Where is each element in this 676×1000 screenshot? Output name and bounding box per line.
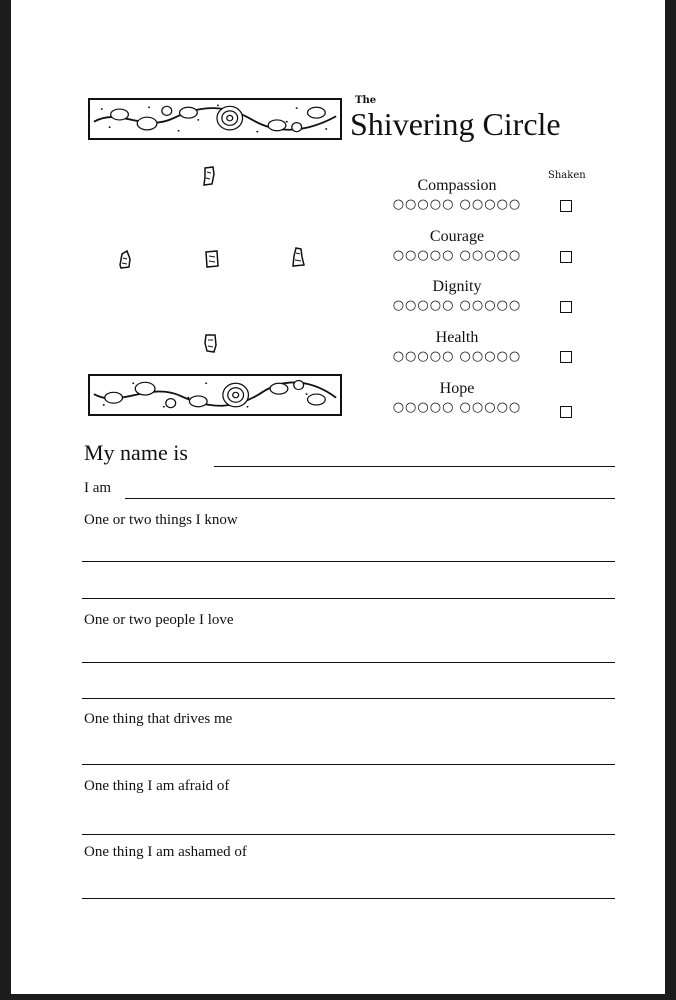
stat-name: Hope bbox=[439, 380, 475, 397]
stat-pips[interactable]: ○○○○○ ○○○○○ bbox=[392, 248, 522, 263]
page-title: Shivering Circle bbox=[350, 106, 561, 142]
shaken-checkbox-compassion[interactable] bbox=[560, 200, 572, 212]
afraid-line[interactable] bbox=[82, 834, 615, 835]
stat-pips[interactable]: ○○○○○ ○○○○○ bbox=[392, 298, 522, 313]
name-line[interactable] bbox=[214, 466, 615, 467]
people-love-line-1[interactable] bbox=[82, 662, 615, 663]
name-label: My name is bbox=[84, 440, 188, 465]
stone-marker-top-icon bbox=[202, 166, 216, 186]
stat-name: Courage bbox=[429, 228, 485, 245]
things-know-label: One or two things I know bbox=[84, 512, 238, 528]
drives-line[interactable] bbox=[82, 764, 615, 765]
people-love-label: One or two people I love bbox=[84, 612, 234, 628]
shaken-column-label: Shaken bbox=[548, 170, 586, 181]
afraid-label: One thing I am afraid of bbox=[84, 778, 230, 794]
ashamed-label: One thing I am ashamed of bbox=[84, 844, 247, 860]
stat-health bbox=[372, 329, 542, 365]
stat-name: Health bbox=[435, 329, 479, 346]
stone-marker-bottom-icon bbox=[204, 333, 218, 353]
stat-name: Compassion bbox=[417, 177, 497, 194]
shaken-checkbox-hope[interactable] bbox=[560, 406, 572, 418]
stone-marker-right-icon bbox=[291, 247, 305, 267]
title-prefix: The bbox=[355, 95, 377, 106]
things-know-line-1[interactable] bbox=[82, 561, 615, 562]
stat-pips[interactable]: ○○○○○ ○○○○○ bbox=[392, 197, 522, 212]
stone-marker-center-icon bbox=[205, 249, 219, 269]
shaken-checkbox-health[interactable] bbox=[560, 351, 572, 363]
ashamed-line[interactable] bbox=[82, 898, 615, 899]
stat-pips[interactable]: ○○○○○ ○○○○○ bbox=[392, 349, 522, 364]
stat-pips[interactable]: ○○○○○ ○○○○○ bbox=[392, 400, 522, 415]
stone-marker-left-icon bbox=[118, 249, 132, 269]
shaken-checkbox-dignity[interactable] bbox=[560, 301, 572, 313]
stat-hope bbox=[372, 380, 542, 416]
i-am-label: I am bbox=[84, 480, 112, 496]
people-love-line-2[interactable] bbox=[82, 698, 615, 699]
things-know-line-2[interactable] bbox=[82, 598, 615, 599]
stat-dignity bbox=[372, 278, 542, 314]
stat-compassion bbox=[372, 177, 542, 213]
i-am-line[interactable] bbox=[125, 498, 615, 499]
shaken-checkbox-courage[interactable] bbox=[560, 251, 572, 263]
stat-courage bbox=[372, 228, 542, 264]
floral-banner-bottom-icon bbox=[88, 374, 342, 416]
stat-name: Dignity bbox=[432, 278, 482, 295]
floral-banner-top-icon bbox=[88, 98, 342, 140]
drives-label: One thing that drives me bbox=[84, 711, 233, 727]
